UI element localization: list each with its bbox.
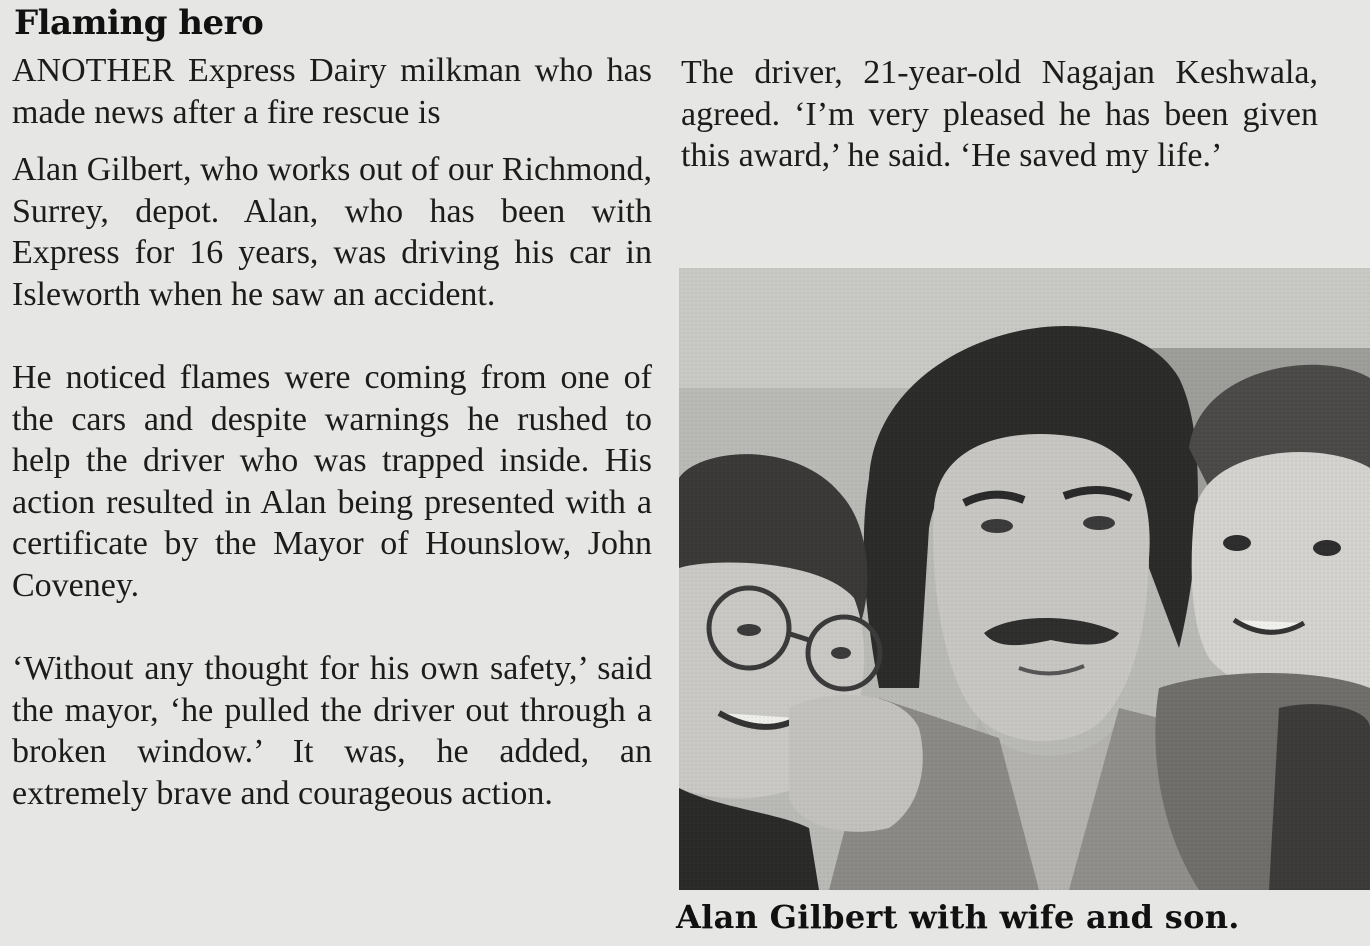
body-paragraph: Alan Gilbert, who works out of our Richmond, Surrey, depot. Alan, who has been with Express for 16 years, was driving his car in Isleworth when he saw an accident. [12, 151, 652, 313]
photo-caption: Alan Gilbert with wife and son. [676, 898, 1240, 936]
family-photo [679, 268, 1370, 890]
body-paragraph: The driver, 21-year-old Nagajan Keshwala, agreed. ‘I’m very pleased he has been given this award,’ he said. ‘He saved my life.’ [681, 54, 1318, 174]
body-paragraph: He noticed flames were coming from one of the cars and despite warnings he rushed to help the driver who was trapped inside. His action resulted in Alan being presented with a certificate by the Mayor of Hounslow, John Coveney. [12, 359, 652, 604]
body-paragraph: ‘Without any thought for his own safety,’ said the mayor, ‘he pulled the driver out through a broken window.’ It was, he added, an extremely brave and courageous action. [12, 650, 652, 812]
lead-paragraph: ANOTHER Express Dairy milkman who has made news after a fire rescue is [12, 52, 652, 131]
headline: Flaming hero [14, 3, 264, 43]
left-column [12, 50, 652, 814]
family-photo-illustration [679, 268, 1370, 890]
right-column [681, 52, 1318, 177]
